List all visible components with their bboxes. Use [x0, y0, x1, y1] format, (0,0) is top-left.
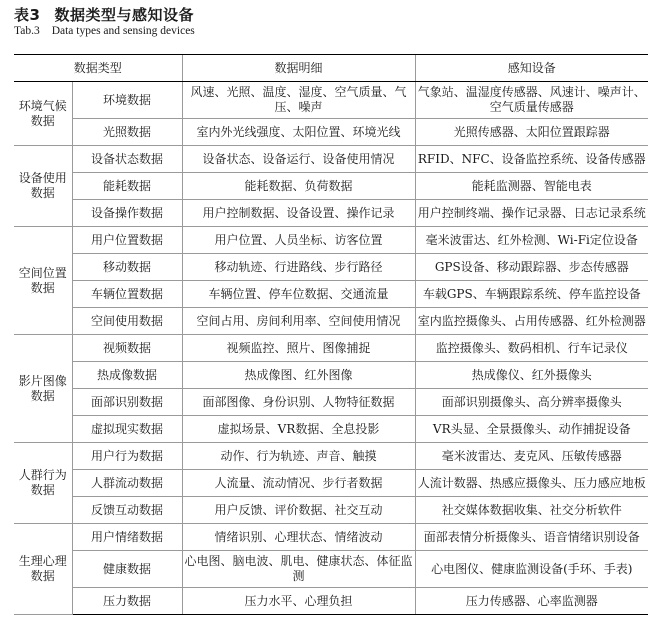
- device-cell: 热成像仪、红外摄像头: [415, 362, 648, 389]
- device-cell: 光照传感器、太阳位置跟踪器: [415, 119, 648, 146]
- header-sensing-device: 感知设备: [415, 55, 648, 82]
- data-detail-cell: 人流量、流动情况、步行者数据: [182, 470, 415, 497]
- data-detail-cell: 虚拟场景、VR数据、全息投影: [182, 416, 415, 443]
- data-detail-cell: 心电图、脑电波、肌电、健康状态、体征监测: [182, 551, 415, 588]
- device-cell: 毫米波雷达、红外检测、Wi-Fi定位设备: [415, 227, 648, 254]
- caption-number-en: Tab.3: [14, 25, 40, 37]
- data-detail-cell: 压力水平、心理负担: [182, 588, 415, 615]
- table-row: [14, 308, 648, 335]
- data-type-cell: 能耗数据: [72, 173, 182, 200]
- table-row: [14, 362, 648, 389]
- header-data-type: 数据类型: [14, 55, 182, 82]
- device-cell: 室内监控摄像头、占用传感器、红外检测器: [415, 308, 648, 335]
- data-detail-cell: 视频监控、照片、图像捕捉: [182, 335, 415, 362]
- data-detail-cell: 动作、行为轨迹、声音、触摸: [182, 443, 415, 470]
- table-row: [14, 200, 648, 227]
- group-label: 环境气候数据: [14, 82, 72, 146]
- device-cell: RFID、NFC、设备监控系统、设备传感器: [415, 146, 648, 173]
- group-label: 人群行为数据: [14, 443, 72, 524]
- device-cell: 心电图仪、健康监测设备(手环、手表): [415, 551, 648, 588]
- data-type-cell: 用户位置数据: [72, 227, 182, 254]
- data-types-table: [14, 54, 648, 615]
- data-type-cell: 虚拟现实数据: [72, 416, 182, 443]
- device-cell: 面部识别摄像头、高分辨率摄像头: [415, 389, 648, 416]
- device-cell: 面部表情分析摄像头、语音情绪识别设备: [415, 524, 648, 551]
- data-detail-cell: 热成像图、红外图像: [182, 362, 415, 389]
- data-type-cell: 热成像数据: [72, 362, 182, 389]
- device-cell: VR头显、全景摄像头、动作捕捉设备: [415, 416, 648, 443]
- device-cell: 能耗监测器、智能电表: [415, 173, 648, 200]
- group-label: 影片图像数据: [14, 335, 72, 443]
- table-row: [14, 497, 648, 524]
- group-label: 生理心理数据: [14, 524, 72, 615]
- data-type-cell: 健康数据: [72, 551, 182, 588]
- table-row: [14, 173, 648, 200]
- data-type-cell: 压力数据: [72, 588, 182, 615]
- data-type-cell: 用户行为数据: [72, 443, 182, 470]
- data-type-cell: 人群流动数据: [72, 470, 182, 497]
- data-detail-cell: 面部图像、身份识别、人物特征数据: [182, 389, 415, 416]
- table-row: [14, 119, 648, 146]
- data-type-cell: 车辆位置数据: [72, 281, 182, 308]
- device-cell: GPS设备、移动跟踪器、步态传感器: [415, 254, 648, 281]
- data-type-cell: 视频数据: [72, 335, 182, 362]
- device-cell: 人流计数器、热感应摄像头、压力感应地板: [415, 470, 648, 497]
- table-row: [14, 588, 648, 615]
- table-row: [14, 470, 648, 497]
- table-row: [14, 389, 648, 416]
- data-detail-cell: 移动轨迹、行进路线、步行路径: [182, 254, 415, 281]
- data-type-cell: 用户情绪数据: [72, 524, 182, 551]
- table-row: [14, 254, 648, 281]
- data-type-cell: 设备状态数据: [72, 146, 182, 173]
- table-row: [14, 82, 648, 119]
- device-cell: 毫米波雷达、麦克风、压敏传感器: [415, 443, 648, 470]
- data-detail-cell: 情绪识别、心理状态、情绪波动: [182, 524, 415, 551]
- table-row: [14, 551, 648, 588]
- data-type-cell: 设备操作数据: [72, 200, 182, 227]
- device-cell: 车载GPS、车辆跟踪系统、停车监控设备: [415, 281, 648, 308]
- table-row: [14, 146, 648, 173]
- data-type-cell: 空间使用数据: [72, 308, 182, 335]
- table-row: [14, 524, 648, 551]
- caption-number: 表3: [14, 6, 41, 24]
- data-detail-cell: 用户控制数据、设备设置、操作记录: [182, 200, 415, 227]
- data-detail-cell: 室内外光线强度、太阳位置、环境光线: [182, 119, 415, 146]
- data-detail-cell: 能耗数据、负荷数据: [182, 173, 415, 200]
- table-row: [14, 416, 648, 443]
- data-detail-cell: 风速、光照、温度、湿度、空气质量、气压、噪声: [182, 82, 415, 119]
- data-type-cell: 反馈互动数据: [72, 497, 182, 524]
- data-type-cell: 环境数据: [72, 82, 182, 119]
- data-detail-cell: 用户位置、人员坐标、访客位置: [182, 227, 415, 254]
- data-detail-cell: 设备状态、设备运行、设备使用情况: [182, 146, 415, 173]
- device-cell: 社交媒体数据收集、社交分析软件: [415, 497, 648, 524]
- table-row: [14, 443, 648, 470]
- header-row: [14, 55, 648, 82]
- caption-title: 数据类型与感知设备: [54, 6, 194, 24]
- group-label: 空间位置数据: [14, 227, 72, 335]
- table-row: [14, 227, 648, 254]
- device-cell: 监控摄像头、数码相机、行车记录仪: [415, 335, 648, 362]
- table-row: [14, 281, 648, 308]
- caption-title-en: Data types and sensing devices: [51, 25, 195, 37]
- table-caption-cn: [14, 4, 194, 25]
- table-caption-en: [14, 25, 195, 37]
- device-cell: 气象站、温湿度传感器、风速计、噪声计、空气质量传感器: [415, 82, 648, 119]
- device-cell: 用户控制终端、操作记录器、日志记录系统: [415, 200, 648, 227]
- group-label: 设备使用数据: [14, 146, 72, 227]
- data-type-cell: 移动数据: [72, 254, 182, 281]
- data-type-cell: 光照数据: [72, 119, 182, 146]
- table-row: [14, 335, 648, 362]
- data-detail-cell: 车辆位置、停车位数据、交通流量: [182, 281, 415, 308]
- device-cell: 压力传感器、心率监测器: [415, 588, 648, 615]
- data-detail-cell: 用户反馈、评价数据、社交互动: [182, 497, 415, 524]
- data-detail-cell: 空间占用、房间利用率、空间使用情况: [182, 308, 415, 335]
- header-data-detail: 数据明细: [182, 55, 415, 82]
- data-type-cell: 面部识别数据: [72, 389, 182, 416]
